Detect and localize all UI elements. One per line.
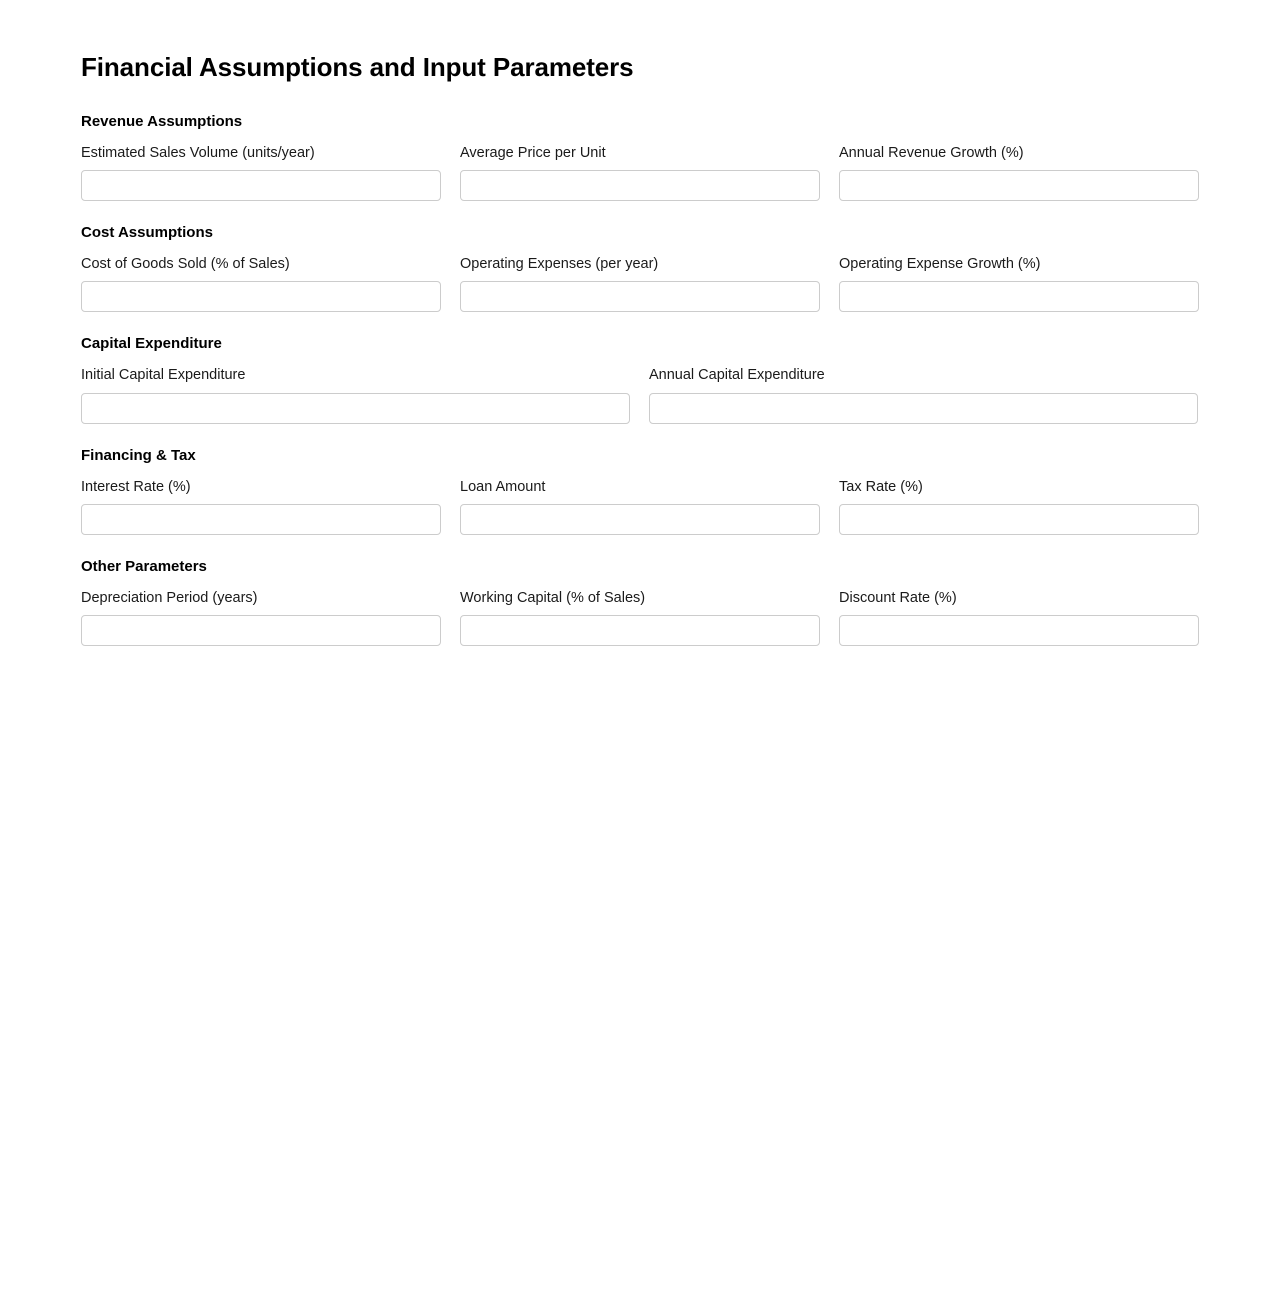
input-annual-revenue-growth[interactable] [839, 170, 1199, 201]
field-loan-amount [460, 478, 820, 535]
label-operating-expenses: Operating Expenses (per year) [460, 256, 659, 273]
financial-assumptions-form [0, 0, 1278, 646]
field-annual-revenue-growth [839, 144, 1199, 201]
field-grid-other-parameters [81, 589, 1196, 646]
section-title-revenue-assumptions: Revenue Assumptions [81, 113, 243, 131]
section-title-financing-and-tax: Financing & Tax [81, 446, 196, 464]
label-operating-expense-growth: Operating Expense Growth (%) [839, 256, 1041, 273]
field-annual-capital-expenditure [649, 366, 1198, 423]
input-annual-capital-expenditure[interactable] [649, 393, 1198, 424]
field-average-price-per-unit [460, 144, 820, 201]
label-discount-rate: Discount Rate (%) [839, 589, 957, 606]
field-operating-expenses [460, 255, 820, 312]
input-depreciation-period[interactable] [81, 615, 441, 646]
input-discount-rate[interactable] [839, 615, 1199, 646]
field-interest-rate [81, 478, 441, 535]
label-depreciation-period: Depreciation Period (years) [81, 589, 258, 606]
input-operating-expense-growth[interactable] [839, 281, 1199, 312]
field-tax-rate [839, 478, 1199, 535]
field-initial-capital-expenditure [81, 366, 630, 423]
input-cost-of-goods-sold[interactable] [81, 281, 441, 312]
input-estimated-sales-volume[interactable] [81, 170, 441, 201]
field-grid-capital-expenditure [81, 366, 1196, 423]
input-average-price-per-unit[interactable] [460, 170, 820, 201]
field-grid-financing-and-tax [81, 478, 1196, 535]
input-tax-rate[interactable] [839, 504, 1199, 535]
label-initial-capital-expenditure: Initial Capital Expenditure [81, 367, 246, 384]
field-grid-cost-assumptions [81, 255, 1196, 312]
input-working-capital[interactable] [460, 615, 820, 646]
field-grid-revenue-assumptions [81, 144, 1196, 201]
section-financing-and-tax [81, 447, 1196, 535]
form-sections [81, 113, 1196, 646]
label-working-capital: Working Capital (% of Sales) [460, 589, 646, 606]
field-operating-expense-growth [839, 255, 1199, 312]
input-operating-expenses[interactable] [460, 281, 820, 312]
input-interest-rate[interactable] [81, 504, 441, 535]
label-loan-amount: Loan Amount [460, 478, 546, 495]
field-discount-rate [839, 589, 1199, 646]
input-loan-amount[interactable] [460, 504, 820, 535]
label-average-price-per-unit: Average Price per Unit [460, 145, 606, 162]
field-depreciation-period [81, 589, 441, 646]
section-capital-expenditure [81, 335, 1196, 423]
field-cost-of-goods-sold [81, 255, 441, 312]
section-revenue-assumptions [81, 113, 1196, 201]
label-annual-revenue-growth: Annual Revenue Growth (%) [839, 145, 1024, 162]
page-title: Financial Assumptions and Input Parameters [81, 52, 634, 82]
section-title-capital-expenditure: Capital Expenditure [81, 335, 222, 353]
input-initial-capital-expenditure[interactable] [81, 393, 630, 424]
section-title-other-parameters: Other Parameters [81, 557, 207, 575]
section-cost-assumptions [81, 224, 1196, 312]
section-title-cost-assumptions: Cost Assumptions [81, 224, 213, 242]
label-tax-rate: Tax Rate (%) [839, 478, 923, 495]
label-interest-rate: Interest Rate (%) [81, 478, 191, 495]
field-estimated-sales-volume [81, 144, 441, 201]
label-cost-of-goods-sold: Cost of Goods Sold (% of Sales) [81, 256, 290, 273]
label-annual-capital-expenditure: Annual Capital Expenditure [649, 367, 825, 384]
field-working-capital [460, 589, 820, 646]
section-other-parameters [81, 558, 1196, 646]
label-estimated-sales-volume: Estimated Sales Volume (units/year) [81, 145, 315, 162]
